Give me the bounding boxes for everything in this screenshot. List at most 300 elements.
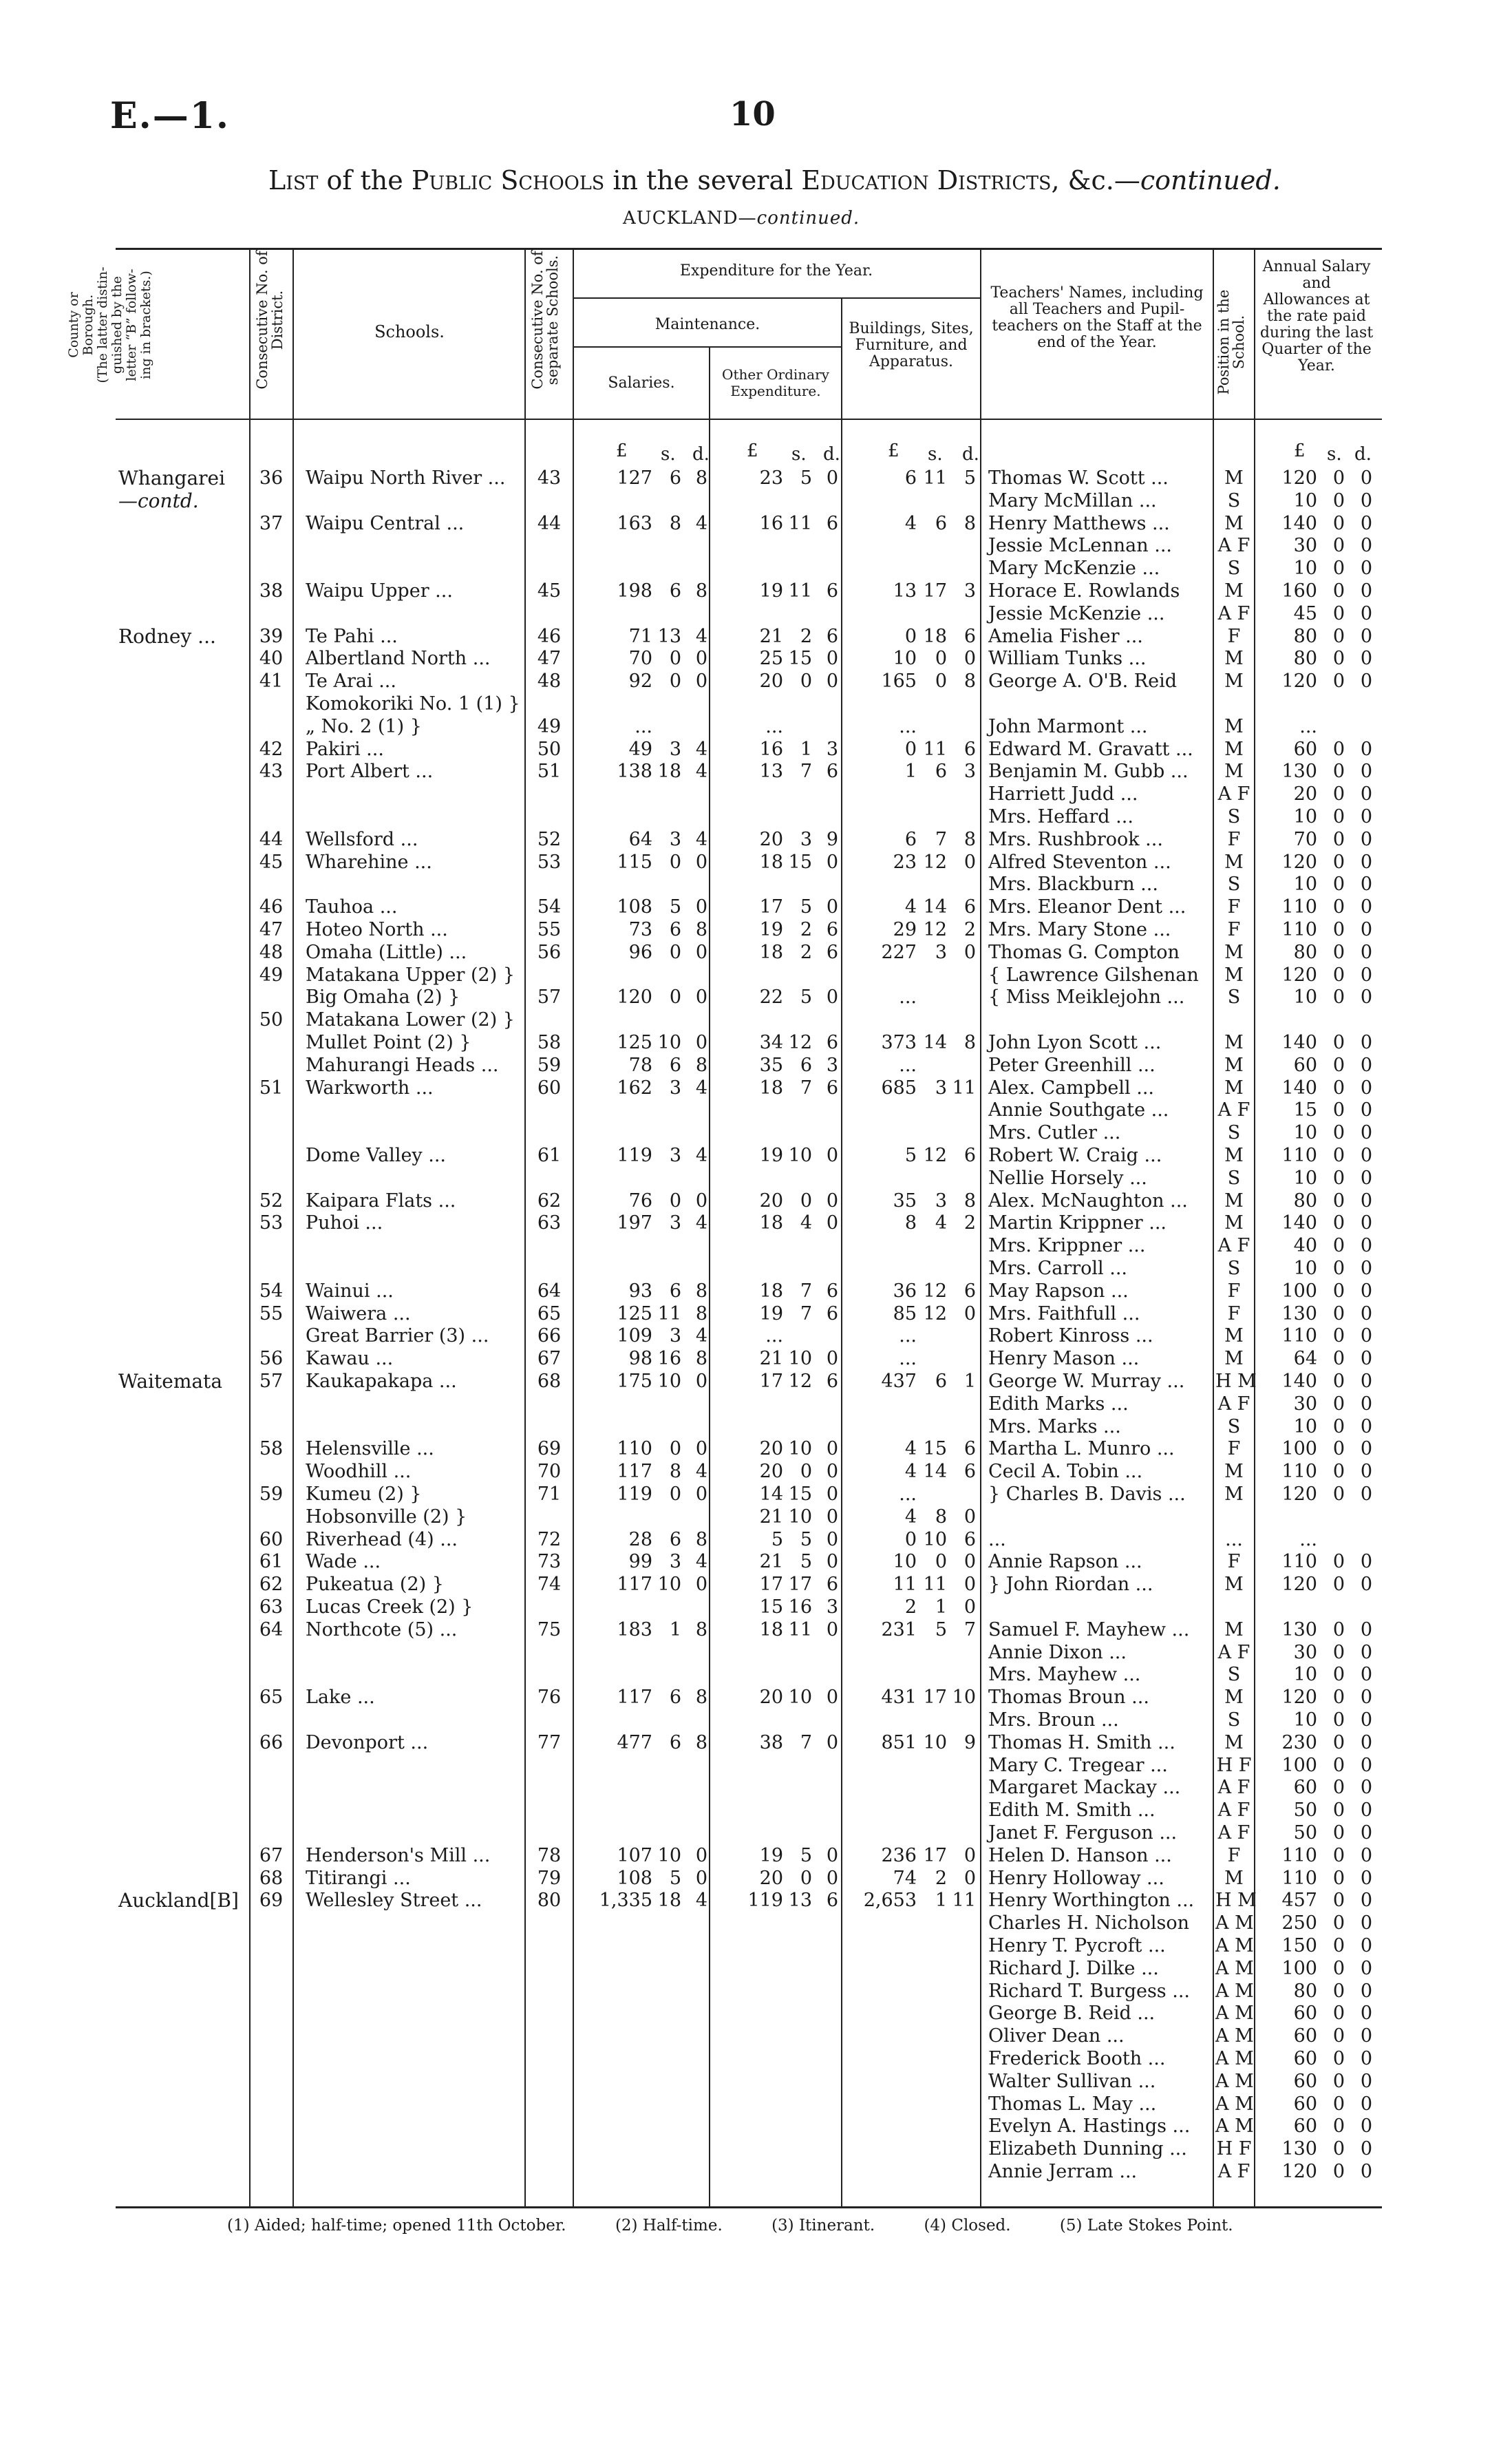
buildings-pounds: 8 — [904, 1212, 917, 1234]
annual-salary-pence: 0 — [1360, 1280, 1372, 1302]
annual-salary-pence: 0 — [1360, 1212, 1372, 1234]
other-expenditure-pence: 0 — [826, 851, 838, 873]
separate-no-cell: 47 — [537, 648, 562, 670]
annual-salary-shillings: 0 — [1332, 1754, 1345, 1776]
separate-no-cell: 77 — [537, 1731, 562, 1753]
buildings-pence: 7 — [963, 1618, 976, 1640]
salaries-pounds: 197 — [617, 1212, 652, 1234]
separate-no-cell: 45 — [537, 580, 562, 602]
table-row — [0, 964, 1512, 986]
salaries-shillings: 0 — [669, 1438, 681, 1460]
buildings-pounds: 13 — [893, 580, 917, 602]
buildings-shillings: 11 — [923, 738, 947, 760]
district-no-cell: 50 — [259, 1009, 284, 1031]
salaries-pounds: 117 — [617, 1687, 652, 1709]
salaries-shillings: 3 — [669, 1325, 681, 1347]
table-row — [0, 1528, 1512, 1551]
annual-salary-pounds: 30 — [1293, 1641, 1317, 1663]
annual-salary-pounds: 120 — [1281, 671, 1317, 693]
annual-salary-pence: 0 — [1360, 1777, 1372, 1799]
annual-salary-shillings: 0 — [1332, 2115, 1345, 2137]
annual-salary-pounds: ... — [1299, 715, 1317, 737]
annual-salary-pence: 0 — [1360, 1867, 1372, 1889]
separate-no-cell: 68 — [537, 1371, 562, 1392]
salaries-pounds: 119 — [617, 1145, 652, 1166]
school-name-cell: Devonport ... — [306, 1731, 429, 1753]
other-expenditure-pence: 0 — [826, 1212, 838, 1234]
salaries-pounds: 110 — [617, 1438, 652, 1460]
buildings-pence: 8 — [963, 1190, 976, 1212]
unit-shillings: s. — [1327, 444, 1342, 465]
position-cell: F — [1227, 1551, 1241, 1573]
buildings-pounds: 851 — [881, 1731, 917, 1753]
salaries-pounds: 96 — [628, 941, 652, 963]
district-no-cell: 65 — [259, 1687, 284, 1709]
district-no-cell: 40 — [259, 648, 284, 670]
other-expenditure-pence: 9 — [826, 828, 838, 850]
annual-salary-pounds: 100 — [1281, 1754, 1317, 1776]
annual-salary-shillings: 0 — [1332, 1551, 1345, 1573]
annual-salary-pence: 0 — [1360, 1935, 1372, 1956]
position-cell: M — [1224, 1461, 1244, 1483]
annual-salary-shillings: 0 — [1332, 1799, 1345, 1822]
annual-salary-shillings: 0 — [1332, 1167, 1345, 1189]
district-no-cell: 57 — [259, 1371, 284, 1392]
buildings-pence: 0 — [963, 1867, 976, 1889]
salaries-pounds: 162 — [617, 1077, 652, 1099]
unit-pence: d. — [692, 444, 710, 465]
district-no-cell: 53 — [259, 1212, 284, 1234]
teacher-name-cell: Martha L. Munro ... — [988, 1438, 1175, 1460]
annual-salary-shillings: 0 — [1332, 1122, 1345, 1144]
buildings-shillings: 8 — [935, 1506, 947, 1528]
buildings-pounds: 236 — [881, 1844, 917, 1866]
school-name-cell: Dome Valley ... — [306, 1145, 447, 1166]
other-expenditure-shillings: 0 — [800, 671, 812, 693]
annual-salary-shillings: 0 — [1332, 851, 1345, 873]
buildings-pence: 0 — [963, 851, 976, 873]
annual-salary-shillings: 0 — [1332, 1348, 1345, 1370]
annual-salary-pounds: 120 — [1281, 1484, 1317, 1505]
position-cell: A M — [1215, 1912, 1254, 1934]
buildings-pence: 6 — [963, 1461, 976, 1483]
school-name-cell: Great Barrier (3) ... — [306, 1325, 489, 1347]
other-expenditure-pence: 6 — [826, 1032, 838, 1053]
district-no-cell: 38 — [259, 580, 284, 602]
table-row — [0, 1190, 1512, 1212]
annual-salary-shillings: 0 — [1332, 919, 1345, 940]
salaries-pounds: 98 — [628, 1348, 652, 1370]
table-row — [0, 1144, 1512, 1167]
buildings-pence: 2 — [963, 919, 976, 940]
school-name-cell: Titirangi ... — [306, 1867, 411, 1889]
buildings-pounds: 2 — [904, 1596, 917, 1618]
annual-salary-pounds: 100 — [1281, 1280, 1317, 1302]
table-row — [0, 760, 1512, 783]
teacher-name-cell: Margaret Mackay ... — [988, 1777, 1181, 1799]
teacher-name-cell: Annie Jerram ... — [988, 2161, 1138, 2182]
school-name-cell: Albertland North ... — [306, 648, 491, 670]
page-number: 10 — [730, 95, 776, 134]
salaries-shillings: 6 — [669, 1687, 681, 1709]
annual-salary-pence: 0 — [1360, 2115, 1372, 2137]
buildings-shillings: 17 — [923, 1687, 947, 1709]
buildings-pounds: 437 — [881, 1371, 917, 1392]
other-expenditure-pence: 6 — [826, 625, 838, 647]
title-part: Public Schools — [411, 165, 605, 196]
other-expenditure-shillings: 15 — [788, 648, 812, 670]
district-no-cell: 60 — [259, 1528, 284, 1550]
school-name-cell: Lake ... — [306, 1687, 375, 1709]
buildings-pence: 0 — [963, 648, 976, 670]
annual-salary-shillings: 0 — [1332, 806, 1345, 827]
annual-salary-pounds: 140 — [1281, 512, 1317, 534]
annual-salary-pence: 0 — [1360, 1618, 1372, 1640]
buildings-pounds: ... — [899, 1325, 917, 1347]
position-cell: A M — [1215, 2115, 1254, 2137]
annual-salary-pence: 0 — [1360, 1145, 1372, 1166]
school-name-cell: Matakana Lower (2) } — [306, 1009, 515, 1031]
buildings-pounds: 373 — [881, 1032, 917, 1053]
buildings-pence: 1 — [963, 1371, 976, 1392]
annual-salary-pounds: 110 — [1281, 1844, 1317, 1866]
annual-salary-shillings: 0 — [1332, 512, 1345, 534]
district-no-cell: 68 — [259, 1867, 284, 1889]
school-name-cell: Kumeu (2) } — [306, 1484, 422, 1505]
other-expenditure-pounds: 20 — [759, 1687, 783, 1709]
teacher-name-cell: Annie Dixon ... — [988, 1641, 1127, 1663]
annual-salary-pounds: 100 — [1281, 1957, 1317, 1979]
school-name-cell: Kawau ... — [306, 1348, 394, 1370]
other-expenditure-pounds: 17 — [759, 896, 783, 918]
other-expenditure-shillings: 17 — [788, 1574, 812, 1596]
header-salaries: Salaries. — [608, 374, 675, 392]
teacher-name-cell: { Miss Meiklejohn ... — [988, 986, 1185, 1009]
salaries-pounds: 93 — [628, 1280, 652, 1302]
separate-no-cell: 43 — [537, 467, 562, 489]
salaries-shillings: 11 — [657, 1302, 681, 1324]
other-expenditure-shillings: 10 — [788, 1687, 812, 1709]
position-cell: S — [1227, 806, 1241, 827]
table-row — [0, 1234, 1512, 1257]
buildings-pounds: 0 — [904, 625, 917, 647]
annual-salary-pounds: 130 — [1281, 1618, 1317, 1640]
header-buildings: Buildings, Sites, Furniture, and Apparatus. — [849, 320, 974, 370]
table-row — [0, 534, 1512, 557]
district-no-cell: 62 — [259, 1574, 284, 1596]
separate-no-cell: 70 — [537, 1461, 562, 1483]
header-teachers: Teachers' Names, including all Teachers and Pupil-teachers on the Staff at the end of the Year. — [990, 284, 1204, 351]
header-maintenance: Maintenance. — [654, 316, 760, 333]
salaries-pence: 8 — [695, 1687, 707, 1709]
other-expenditure-shillings: 7 — [800, 1280, 812, 1302]
salaries-pounds: 163 — [617, 512, 652, 534]
salaries-shillings: 6 — [669, 1528, 681, 1550]
position-cell: S — [1227, 558, 1241, 580]
buildings-pence: 6 — [963, 1438, 976, 1460]
teacher-name-cell: Amelia Fisher ... — [988, 625, 1143, 647]
buildings-pence: 3 — [963, 761, 976, 783]
district-no-cell: 56 — [259, 1348, 284, 1370]
salaries-pounds: 175 — [617, 1371, 652, 1392]
separate-no-cell: 64 — [537, 1280, 562, 1302]
buildings-pence: 0 — [963, 1844, 976, 1866]
buildings-pounds: 6 — [904, 467, 917, 489]
footnotes — [227, 2217, 1277, 2235]
buildings-pence: 0 — [963, 941, 976, 963]
salaries-shillings: 3 — [669, 1551, 681, 1573]
county-cell: —contd. — [118, 489, 199, 512]
salaries-shillings: 0 — [669, 1484, 681, 1505]
buildings-pounds: ... — [899, 1348, 917, 1370]
salaries-pence: 8 — [695, 1618, 707, 1640]
annual-salary-shillings: 0 — [1332, 1190, 1345, 1212]
table-row — [0, 647, 1512, 670]
annual-salary-shillings: 0 — [1332, 2161, 1345, 2182]
annual-salary-shillings: 0 — [1332, 2093, 1345, 2115]
salaries-pounds: 78 — [628, 1054, 652, 1076]
buildings-pence: 0 — [963, 1574, 976, 1596]
teacher-name-cell: Walter Sullivan ... — [988, 2070, 1156, 2092]
buildings-shillings: 14 — [923, 1032, 947, 1053]
footnote: (3) Itinerant. — [771, 2217, 875, 2235]
salaries-shillings: 10 — [657, 1371, 681, 1392]
header-other: Other Ordinary Expenditure. — [722, 366, 829, 399]
salaries-pence: 8 — [695, 467, 707, 489]
other-expenditure-pounds: ... — [765, 1325, 783, 1347]
buildings-shillings: 12 — [923, 919, 947, 940]
other-expenditure-shillings: 7 — [800, 1731, 812, 1753]
annual-salary-pence: 0 — [1360, 1709, 1372, 1731]
annual-salary-pence: 0 — [1360, 738, 1372, 760]
position-cell: F — [1227, 1438, 1241, 1460]
other-expenditure-pence: 0 — [826, 986, 838, 1009]
annual-salary-pence: 0 — [1360, 1302, 1372, 1324]
buildings-pounds: 4 — [904, 896, 917, 918]
position-cell: H F — [1216, 2138, 1252, 2160]
salaries-shillings: 8 — [669, 512, 681, 534]
annual-salary-pounds: 60 — [1293, 1777, 1317, 1799]
table-row — [0, 1257, 1512, 1280]
annual-salary-pounds: 80 — [1293, 648, 1317, 670]
subtitle-cont: continued. — [756, 208, 860, 229]
annual-salary-shillings: 0 — [1332, 671, 1345, 693]
title-part: Education Districts — [801, 165, 1052, 196]
other-expenditure-pence: 0 — [826, 1506, 838, 1528]
school-name-cell: Hoteo North ... — [306, 919, 448, 940]
table-row — [0, 1844, 1512, 1867]
teacher-name-cell: Samuel F. Mayhew ... — [988, 1618, 1190, 1640]
district-no-cell: 61 — [259, 1551, 284, 1573]
annual-salary-pounds: 140 — [1281, 1032, 1317, 1053]
teacher-name-cell: Jessie McKenzie ... — [988, 602, 1165, 624]
annual-salary-pence: 0 — [1360, 1438, 1372, 1460]
district-no-cell: 49 — [259, 964, 284, 986]
salaries-pence: 8 — [695, 919, 707, 940]
salaries-pence: 8 — [695, 1302, 707, 1324]
table-row — [0, 1754, 1512, 1777]
teacher-name-cell: Richard J. Dilke ... — [988, 1957, 1159, 1979]
teacher-name-cell: Helen D. Hanson ... — [988, 1844, 1172, 1866]
annual-salary-pounds: 80 — [1293, 625, 1317, 647]
other-expenditure-pence: 6 — [826, 580, 838, 602]
annual-salary-pence: 0 — [1360, 580, 1372, 602]
annual-salary-pounds: 10 — [1293, 1709, 1317, 1731]
district-no-cell: 41 — [259, 671, 284, 693]
other-expenditure-shillings: 1 — [800, 738, 812, 760]
other-expenditure-pence: 0 — [826, 1867, 838, 1889]
salaries-pence: 4 — [695, 1325, 707, 1347]
school-name-cell: Omaha (Little) ... — [306, 941, 467, 963]
annual-salary-shillings: 0 — [1332, 1777, 1345, 1799]
annual-salary-pounds: 120 — [1281, 851, 1317, 873]
table-row — [0, 1302, 1512, 1325]
salaries-pounds: 64 — [628, 828, 652, 850]
annual-salary-pounds: 10 — [1293, 874, 1317, 896]
position-cell: M — [1224, 1484, 1244, 1505]
teacher-name-cell: Robert W. Craig ... — [988, 1145, 1162, 1166]
buildings-shillings: 3 — [935, 1190, 947, 1212]
buildings-shillings: 18 — [923, 625, 947, 647]
annual-salary-pounds: 10 — [1293, 986, 1317, 1009]
buildings-pounds: 4 — [904, 1506, 917, 1528]
annual-salary-pounds: 60 — [1293, 738, 1317, 760]
annual-salary-pence: 0 — [1360, 1077, 1372, 1099]
position-cell: M — [1224, 1731, 1244, 1753]
position-cell: F — [1227, 828, 1241, 850]
annual-salary-pounds: 140 — [1281, 1077, 1317, 1099]
annual-salary-shillings: 0 — [1332, 1235, 1345, 1257]
district-no-cell: 51 — [259, 1077, 284, 1099]
buildings-pounds: 10 — [893, 648, 917, 670]
salaries-pence: 0 — [695, 1438, 707, 1460]
teacher-name-cell: Mrs. Mayhew ... — [988, 1664, 1141, 1686]
salaries-shillings: 0 — [669, 986, 681, 1009]
table-row — [0, 1912, 1512, 1934]
buildings-pounds: 10 — [893, 1551, 917, 1573]
table-row — [0, 1596, 1512, 1618]
annual-salary-shillings: 0 — [1332, 828, 1345, 850]
other-expenditure-shillings: 7 — [800, 1077, 812, 1099]
unit-pound: £ — [888, 441, 899, 461]
table-row — [0, 1415, 1512, 1438]
teacher-name-cell: Mrs. Mary Stone ... — [988, 919, 1171, 940]
position-cell: S — [1227, 1167, 1241, 1189]
annual-salary-shillings: 0 — [1332, 783, 1345, 805]
annual-salary-shillings: 0 — [1332, 1280, 1345, 1302]
teacher-name-cell: Thomas W. Scott ... — [988, 467, 1169, 489]
other-expenditure-pounds: 21 — [759, 1506, 783, 1528]
buildings-pence: 9 — [963, 1731, 976, 1753]
position-cell: H M — [1215, 1371, 1257, 1392]
position-cell: M — [1224, 738, 1244, 760]
annual-salary-pounds: 80 — [1293, 1190, 1317, 1212]
separate-no-cell: 53 — [537, 851, 562, 873]
buildings-shillings: 14 — [923, 896, 947, 918]
district-no-cell: 52 — [259, 1190, 284, 1212]
table-row — [0, 625, 1512, 648]
school-name-cell: Northcote (5) ... — [306, 1618, 458, 1640]
other-expenditure-shillings: 0 — [800, 1461, 812, 1483]
separate-no-cell: 48 — [537, 671, 562, 693]
table-row — [0, 2115, 1512, 2137]
salaries-pounds: 183 — [617, 1618, 652, 1640]
position-cell: S — [1227, 986, 1241, 1009]
position-cell: M — [1224, 1687, 1244, 1709]
separate-no-cell: 79 — [537, 1867, 562, 1889]
buildings-pounds: 74 — [893, 1867, 917, 1889]
separate-no-cell: 65 — [537, 1302, 562, 1324]
position-cell: M — [1224, 1145, 1244, 1166]
buildings-pence: 11 — [952, 1077, 976, 1099]
annual-salary-shillings: 0 — [1332, 1687, 1345, 1709]
other-expenditure-shillings: 6 — [800, 1054, 812, 1076]
salaries-pounds: 117 — [617, 1574, 652, 1596]
annual-salary-pence: 0 — [1360, 1890, 1372, 1912]
annual-salary-shillings: 0 — [1332, 986, 1345, 1009]
other-expenditure-shillings: 5 — [800, 1528, 812, 1550]
district-no-cell: 66 — [259, 1731, 284, 1753]
annual-salary-pence: 0 — [1360, 489, 1372, 511]
annual-salary-pounds: 120 — [1281, 467, 1317, 489]
teacher-name-cell: William Tunks ... — [988, 648, 1147, 670]
buildings-shillings: 0 — [935, 671, 947, 693]
buildings-pence: 8 — [963, 671, 976, 693]
separate-no-cell: 54 — [537, 896, 562, 918]
other-expenditure-shillings: 7 — [800, 761, 812, 783]
other-expenditure-pence: 0 — [826, 671, 838, 693]
buildings-pence: 0 — [963, 1302, 976, 1324]
annual-salary-pounds: 140 — [1281, 1371, 1317, 1392]
salaries-pounds: 138 — [617, 761, 652, 783]
salaries-pounds: 109 — [617, 1325, 652, 1347]
position-cell: A M — [1215, 2025, 1254, 2047]
annual-salary-pounds: 130 — [1281, 761, 1317, 783]
other-expenditure-pounds: 22 — [759, 986, 783, 1009]
table-row — [0, 1573, 1512, 1596]
buildings-shillings: 3 — [935, 941, 947, 963]
district-no-cell: 43 — [259, 761, 284, 783]
annual-salary-pence: 0 — [1360, 2093, 1372, 2115]
table-row — [0, 1009, 1512, 1031]
annual-salary-pence: 0 — [1360, 1325, 1372, 1347]
teacher-name-cell: George A. O'B. Reid — [988, 671, 1178, 693]
other-expenditure-pounds: 20 — [759, 1867, 783, 1889]
position-cell: A F — [1217, 1799, 1250, 1822]
salaries-shillings: 5 — [669, 896, 681, 918]
annual-salary-shillings: 0 — [1332, 1415, 1345, 1437]
annual-salary-pounds: 80 — [1293, 941, 1317, 963]
annual-salary-pence: 0 — [1360, 1664, 1372, 1686]
teacher-name-cell: Oliver Dean ... — [988, 2025, 1125, 2047]
salaries-shillings: 18 — [657, 761, 681, 783]
buildings-pence: 11 — [952, 1890, 976, 1912]
annual-salary-shillings: 0 — [1332, 602, 1345, 624]
position-cell: A M — [1215, 1935, 1254, 1956]
teacher-name-cell: Mary McKenzie ... — [988, 558, 1160, 580]
school-name-cell: Port Albert ... — [306, 761, 434, 783]
buildings-shillings: 6 — [935, 1371, 947, 1392]
teacher-name-cell: Henry T. Pycroft ... — [988, 1935, 1166, 1956]
other-expenditure-pence: 0 — [826, 1145, 838, 1166]
annual-salary-shillings: 0 — [1332, 941, 1345, 963]
buildings-shillings: 6 — [935, 512, 947, 534]
salaries-shillings: 5 — [669, 1867, 681, 1889]
other-expenditure-pence: 0 — [826, 1528, 838, 1550]
annual-salary-pence: 0 — [1360, 1731, 1372, 1753]
annual-salary-pence: 0 — [1360, 1754, 1372, 1776]
table-row — [0, 738, 1512, 761]
